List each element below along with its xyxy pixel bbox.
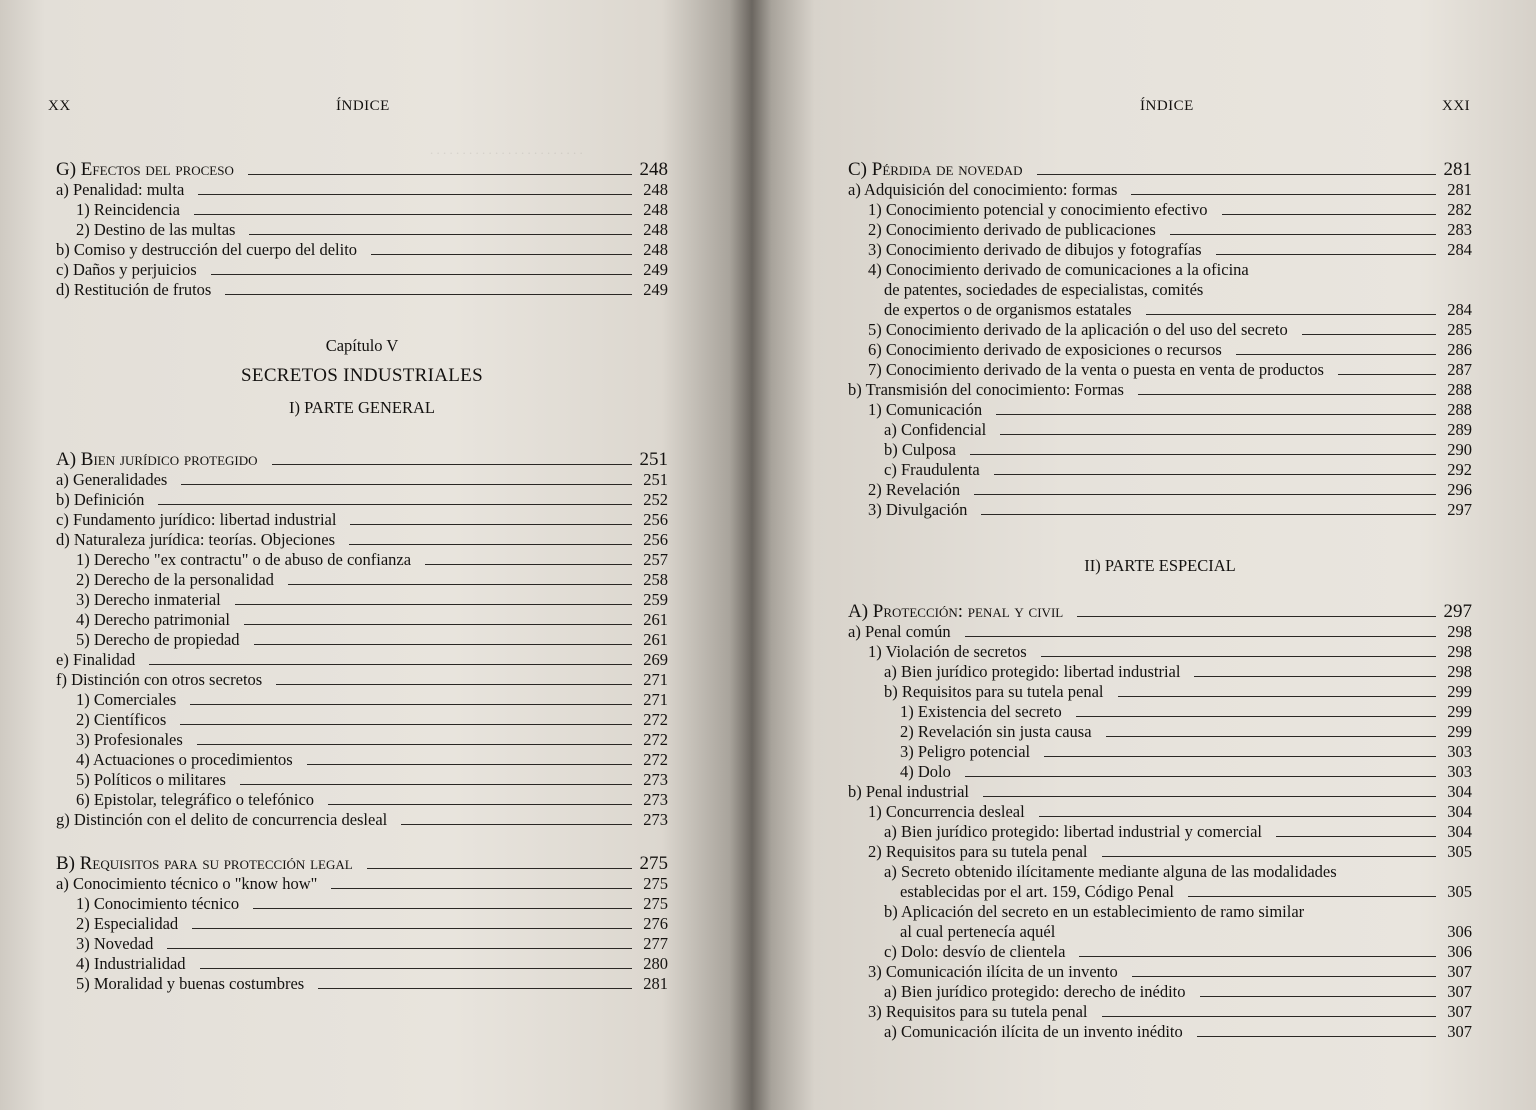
toc-entry: 5) Políticos o militares 273 [76,770,668,789]
toc-entry: a) Bien jurídico protegido: libertad industrial y comercial 304 [884,822,1472,841]
toc-entry: b) Culposa 290 [884,440,1472,459]
toc-entry: a) Comunicación ilícita de un invento inédito 307 [884,1022,1472,1041]
toc-entry: 6) Epistolar, telegráfico o telefónico 273 [76,790,668,809]
toc-entry: 2) Conocimiento derivado de publicaciones 283 [868,220,1472,239]
toc-entry: a) Conocimiento técnico o "know how" 275 [56,874,668,893]
left-page [0,0,752,1110]
toc-entry: a) Bien jurídico protegido: derecho de inédito 307 [884,982,1472,1001]
toc-entry: c) Fraudulenta 292 [884,460,1472,479]
toc-entry: 4) Industrialidad 280 [76,954,668,973]
toc-entry: 4) Actuaciones o procedimientos 272 [76,750,668,769]
left-header-title: ÍNDICE [336,98,390,114]
toc-entry: 1) Conocimiento técnico 275 [76,894,668,913]
toc-entry-line: a) Secreto obtenido ilícitamente mediante alguna de las modalidades [884,862,1337,881]
toc-entry-line: de patentes, sociedades de especialistas, comités [884,280,1204,299]
right-header-title: ÍNDICE [1140,98,1194,114]
toc-entry: a) Adquisición del conocimiento: formas 281 [848,180,1472,199]
toc-entry: 3) Profesionales 272 [76,730,668,749]
toc-entry: a) Generalidades 251 [56,470,668,489]
toc-entry: de expertos o de organismos estatales 284 [884,300,1472,319]
toc-entry: 3) Requisitos para su tutela penal 307 [868,1002,1472,1021]
toc-entry: 3) Peligro potencial 303 [900,742,1472,761]
left-toc [56,142,668,994]
toc-entry: b) Penal industrial 304 [848,782,1472,801]
toc-entry: d) Naturaleza jurídica: teorías. Objeciones 256 [56,530,668,549]
toc-entry: e) Finalidad 269 [56,650,668,669]
toc-entry: 2) Destino de las multas 248 [76,220,668,239]
toc-entry: 1) Reincidencia 248 [76,200,668,219]
toc-entry: 7) Conocimiento derivado de la venta o puesta en venta de productos 287 [868,360,1472,379]
toc-entry: 2) Revelación sin justa causa 299 [900,722,1472,741]
toc-entry: b) Definición 252 [56,490,668,509]
toc-entry: 3) Conocimiento derivado de dibujos y fotografías 284 [868,240,1472,259]
toc-entry: 1) Comerciales 271 [76,690,668,709]
right-page-number: XXI [1442,98,1471,114]
toc-entry: 1) Violación de secretos 298 [868,642,1472,661]
toc-entry: 2) Especialidad 276 [76,914,668,933]
toc-entry: 4) Dolo 303 [900,762,1472,781]
chapter-label: Capítulo V [325,336,399,355]
right-page [752,0,1536,1110]
toc-entry: 1) Conocimiento potencial y conocimiento efectivo 282 [868,200,1472,219]
toc-entry: b) Requisitos para su tutela penal 299 [884,682,1472,701]
toc-entry: 6) Conocimiento derivado de exposiciones o recursos 286 [868,340,1472,359]
toc-entry: establecidas por el art. 159, Código Penal 305 [900,882,1472,901]
toc-entry-line: 4) Conocimiento derivado de comunicaciones a la oficina [868,260,1249,279]
toc-section-heading: G) Efectos del proceso 248 [56,159,668,180]
toc-entry: 1) Existencia del secreto 299 [900,702,1472,721]
left-page-number: XX [48,98,71,114]
toc-entry: 3) Derecho inmaterial 259 [76,590,668,609]
toc-entry: 1) Comunicación 288 [868,400,1472,419]
toc-section-heading: C) Pérdida de novedad 281 [848,159,1472,180]
toc-entry: c) Daños y perjuicios 249 [56,260,668,279]
toc-entry: c) Fundamento jurídico: libertad industrial 256 [56,510,668,529]
toc-entry: b) Transmisión del conocimiento: Formas 288 [848,380,1472,399]
toc-section-heading: B) Requisitos para su protección legal 275 [56,853,668,874]
toc-entry: a) Penalidad: multa 248 [56,180,668,199]
part-title: I) PARTE GENERAL [289,398,435,417]
toc-entry: 5) Derecho de propiedad 261 [76,630,668,649]
toc-entry: b) Comiso y destrucción del cuerpo del delito 248 [56,240,668,259]
toc-entry: a) Confidencial 289 [884,420,1472,439]
toc-entry: 1) Concurrencia desleal 304 [868,802,1472,821]
toc-entry: 3) Comunicación ilícita de un invento 307 [868,962,1472,981]
toc-entry: 5) Moralidad y buenas costumbres 281 [76,974,668,993]
toc-entry: c) Dolo: desvío de clientela 306 [884,942,1472,961]
toc-entry: a) Bien jurídico protegido: libertad industrial 298 [884,662,1472,681]
toc-section-heading: A) Bien jurídico protegido 251 [56,449,668,470]
toc-entry: f) Distinción con otros secretos 271 [56,670,668,689]
bleed-through-text: . . . . . . . . . . . . . . . . . . . . . . . . [430,142,583,157]
toc-entry: 4) Derecho patrimonial 261 [76,610,668,629]
toc-entry: g) Distinción con el delito de concurrencia desleal 273 [56,810,668,829]
toc-entry: 2) Científicos 272 [76,710,668,729]
toc-entry: d) Restitución de frutos 249 [56,280,668,299]
toc-entry: 2) Revelación 296 [868,480,1472,499]
toc-entry: 5) Conocimiento derivado de la aplicación o del uso del secreto 285 [868,320,1472,339]
toc-entry: al cual pertenecía aquél 306 [900,922,1472,941]
toc-entry: 3) Novedad 277 [76,934,668,953]
chapter-title: SECRETOS INDUSTRIALES [241,365,483,386]
toc-entry: 3) Divulgación 297 [868,500,1472,519]
toc-entry: a) Penal común 298 [848,622,1472,641]
toc-entry: 2) Requisitos para su tutela penal 305 [868,842,1472,861]
toc-entry-line: b) Aplicación del secreto en un establecimiento de ramo similar [884,902,1305,921]
part-title: II) PARTE ESPECIAL [1084,556,1236,575]
right-toc [848,142,1472,1042]
toc-section-heading: A) Protección: penal y civil 297 [848,601,1472,622]
toc-entry: 2) Derecho de la personalidad 258 [76,570,668,589]
toc-entry: 1) Derecho "ex contractu" o de abuso de confianza 257 [76,550,668,569]
